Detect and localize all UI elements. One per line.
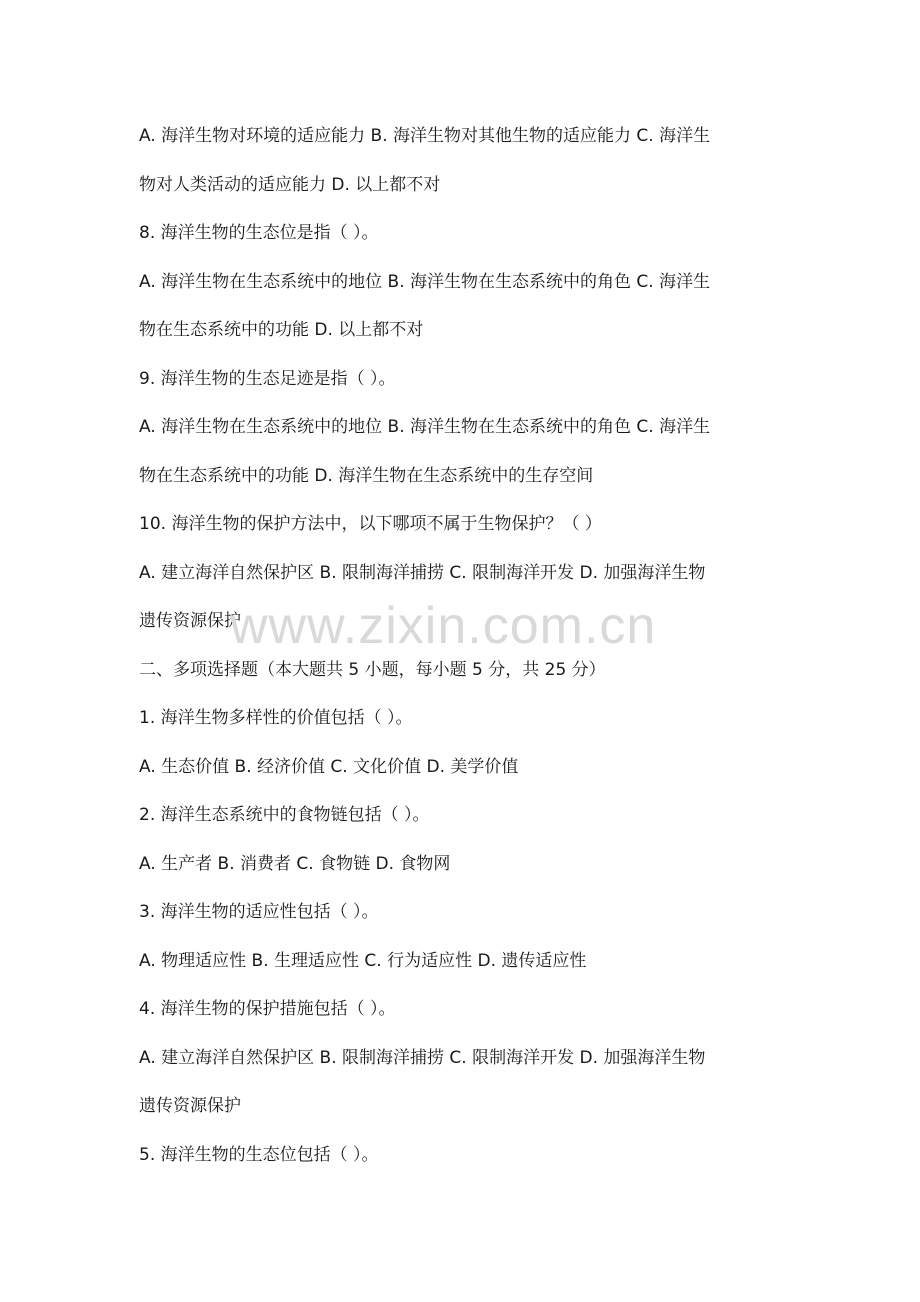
text-line: A. 生态价值 B. 经济价值 C. 文化价值 D. 美学价值 — [139, 756, 519, 777]
text-line: A. 生产者 B. 消费者 C. 食物链 D. 食物网 — [139, 853, 451, 874]
text-line: A. 海洋生物在生态系统中的地位 B. 海洋生物在生态系统中的角色 C. 海洋生 — [139, 417, 711, 437]
text-line: 物对人类活动的适应能力 D. 以上都不对 — [139, 174, 441, 195]
text-line: A. 海洋生物对环境的适应能力 B. 海洋生物对其他生物的适应能力 C. 海洋生 — [139, 126, 711, 146]
question-line: 8. 海洋生物的生态位是指（ ）。 — [139, 223, 379, 243]
text-line: A. 海洋生物在生态系统中的地位 B. 海洋生物在生态系统中的角色 C. 海洋生 — [139, 271, 711, 292]
question-line: 1. 海洋生物多样性的价值包括（ ）。 — [139, 708, 413, 728]
text-line: A. 建立海洋自然保护区 B. 限制海洋捕捞 C. 限制海洋开发 D. 加强海洋生物 — [139, 562, 706, 583]
text-line: A. 物理适应性 B. 生理适应性 C. 行为适应性 D. 遗传适应性 — [139, 950, 587, 971]
text-line: 遗传资源保护 — [139, 611, 241, 631]
question-line: 5. 海洋生物的生态位包括（ ）。 — [139, 1144, 379, 1165]
question-line: 4. 海洋生物的保护措施包括（ ）。 — [139, 999, 396, 1019]
question-line: 3. 海洋生物的适应性包括（ ）。 — [139, 902, 379, 922]
text-line: 遗传资源保护 — [139, 1096, 241, 1116]
question-line: 2. 海洋生态系统中的食物链包括（ ）。 — [139, 805, 430, 825]
text-line: A. 建立海洋自然保护区 B. 限制海洋捕捞 C. 限制海洋开发 D. 加强海洋生物 — [139, 1047, 706, 1068]
watermark: www.zixin.com.cn — [230, 597, 657, 655]
text-line: 物在生态系统中的功能 D. 海洋生物在生态系统中的生存空间 — [139, 465, 594, 486]
question-line: 9. 海洋生物的生态足迹是指（ ）。 — [139, 368, 396, 389]
text-line: 物在生态系统中的功能 D. 以上都不对 — [139, 320, 424, 340]
question-line: 10. 海洋生物的保护方法中，以下哪项不属于生物保护？（ ） — [139, 514, 602, 534]
section-heading: 二、多项选择题（本大题共 5 小题，每小题 5 分，共 25 分） — [139, 659, 606, 680]
